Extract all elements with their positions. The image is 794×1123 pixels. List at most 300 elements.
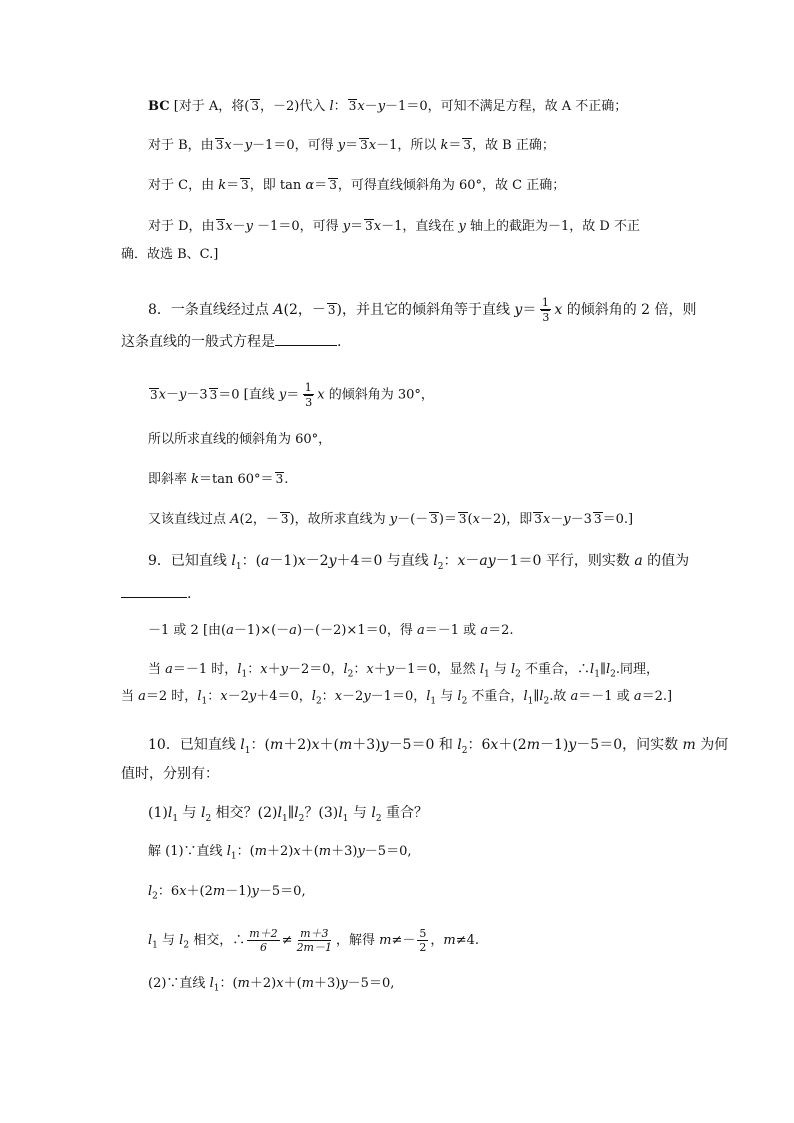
answer-line-1	[148, 99, 627, 115]
var: x	[179, 884, 187, 899]
var: x	[554, 302, 563, 318]
answer-8-line-4	[148, 512, 633, 528]
var: x	[158, 387, 166, 403]
var: x	[368, 138, 377, 153]
var: y	[563, 512, 571, 527]
text: －1 或 2 [由(	[148, 623, 227, 638]
text: ∥	[599, 662, 606, 677]
var: α	[305, 178, 315, 193]
text: 解 (1)∵直线	[148, 844, 227, 859]
var: y	[179, 387, 187, 403]
text: 又该直线过点	[148, 512, 231, 527]
text: ：	[207, 689, 221, 704]
var: x	[220, 689, 228, 704]
text: －2	[305, 553, 329, 569]
text: －5＝0，问实数	[576, 737, 683, 753]
var: a	[570, 689, 579, 704]
text: －2＝0，	[287, 662, 344, 677]
text: ＝0 [直线	[218, 387, 279, 403]
var: m	[526, 737, 540, 753]
var: l	[311, 689, 316, 704]
var: A	[230, 512, 240, 527]
var: A	[273, 302, 284, 318]
text: (2)∵直线	[148, 976, 210, 991]
subscript: 2	[315, 696, 322, 707]
text: ＝	[226, 178, 240, 193]
text: ＋3)	[352, 737, 381, 753]
text: .	[187, 586, 192, 602]
var: l	[231, 553, 236, 569]
subscript: 2	[610, 669, 616, 680]
var: m	[237, 976, 250, 991]
var: x	[542, 512, 551, 527]
var: x	[276, 976, 284, 991]
text: ：	[321, 689, 335, 704]
text: ：(	[241, 553, 262, 569]
text: ，可得直线倾斜角为 60°，故 C 正确；	[337, 178, 566, 193]
var: x	[334, 689, 343, 704]
text: ：	[247, 662, 261, 677]
var: l	[511, 662, 516, 677]
text: ，即 tan	[249, 178, 306, 193]
var: a	[261, 553, 270, 569]
var: m	[318, 844, 332, 859]
text: ：	[353, 662, 367, 677]
answer-9-line-1	[148, 623, 513, 639]
var: y	[340, 976, 348, 991]
text: ：	[443, 553, 458, 569]
var: l	[200, 805, 206, 821]
var: l	[197, 689, 202, 704]
text: ≠4.	[455, 933, 480, 948]
text: －5＝0,	[258, 884, 306, 899]
subscript: 1	[342, 813, 349, 824]
text: ＋2)	[267, 844, 294, 859]
text: .	[284, 472, 289, 487]
text: ＝	[448, 138, 462, 153]
question-9-line-1	[148, 553, 689, 575]
numerator: m＋3	[300, 927, 329, 940]
text: －	[465, 553, 480, 569]
var: m	[443, 933, 456, 948]
subscript: 2	[461, 745, 468, 756]
subscript: 2	[461, 696, 468, 707]
var: y	[568, 737, 577, 753]
var: y	[337, 138, 346, 153]
text: ，	[430, 933, 444, 948]
text: ＝	[286, 387, 300, 403]
sqrt: 3	[150, 387, 158, 402]
text: ∥	[533, 689, 540, 704]
var: a	[226, 623, 234, 638]
var: l	[148, 933, 153, 948]
answer-blank	[121, 585, 187, 598]
var: y	[251, 884, 259, 899]
text: ：	[333, 99, 347, 114]
numerator: 5	[419, 927, 427, 940]
text: 重合？	[381, 805, 429, 821]
var: l	[179, 933, 184, 948]
sqrt: 3	[241, 178, 249, 192]
subscript: 1	[213, 983, 220, 994]
text: －5＝0,	[364, 844, 412, 859]
subscript: 2	[375, 813, 382, 824]
text: ＋(	[300, 844, 319, 859]
var: k	[218, 178, 227, 193]
subscript: 1	[201, 696, 208, 707]
answer-blank	[275, 333, 337, 346]
var: a	[634, 553, 643, 569]
text: 当	[148, 662, 166, 677]
text: 与	[178, 805, 201, 821]
sqrt: 3	[280, 512, 289, 526]
text: ＝	[350, 219, 364, 234]
var: l	[433, 553, 438, 569]
solution-line-1	[148, 844, 411, 865]
text: 与	[436, 689, 458, 704]
answer-8-line-1	[148, 381, 434, 409]
var: l	[294, 805, 299, 821]
text: ：6	[467, 737, 491, 753]
numerator: 1	[304, 381, 312, 394]
answer-line-2	[148, 138, 555, 154]
answer-line-3	[148, 178, 565, 194]
text: ＝	[522, 302, 537, 318]
text: －3	[570, 512, 592, 527]
text: ＋	[373, 662, 387, 677]
var: x	[293, 844, 301, 859]
var: l	[209, 976, 214, 991]
var: l	[237, 662, 242, 677]
sqrt: 3	[275, 472, 284, 486]
text: ＝2.	[488, 623, 514, 638]
denominator	[538, 310, 552, 324]
sqrt: 3	[329, 178, 337, 192]
text: 轴上的截距为－1，故 D 不正	[465, 219, 640, 234]
sqrt: 3	[430, 512, 438, 526]
denominator: 2m－1	[296, 941, 332, 954]
text: ＋3)	[313, 976, 341, 991]
text: ＝－1 或	[424, 623, 481, 638]
text: ＝2.]	[641, 689, 673, 704]
subscript: 1	[594, 669, 600, 680]
text: ＋(	[319, 737, 339, 753]
subscript: 1	[230, 851, 237, 862]
text: ＋3)	[331, 844, 358, 859]
var: m	[301, 976, 314, 991]
text: ：(	[236, 844, 255, 859]
answer-9-line-2	[148, 662, 659, 683]
text: ≠－	[391, 933, 416, 948]
text: －5＝0,	[347, 976, 395, 991]
fraction	[538, 296, 552, 324]
question-9-line-2	[121, 585, 191, 602]
text: (	[467, 512, 473, 527]
text: －2)，即	[479, 512, 533, 527]
text: 与	[489, 662, 511, 677]
var: y	[245, 219, 253, 234]
var: m	[254, 844, 267, 859]
subscript: 1	[527, 696, 534, 707]
var: y	[342, 219, 351, 234]
sqrt: 3	[209, 387, 218, 402]
var: a	[138, 689, 146, 704]
var: x	[457, 553, 466, 569]
solution-line-2	[148, 884, 306, 905]
var: m	[338, 737, 353, 753]
text: －2	[342, 689, 364, 704]
var: x	[260, 662, 268, 677]
subscript: 2	[437, 561, 444, 572]
text: ＋4＝0，	[256, 689, 312, 704]
subscript: 2	[543, 696, 550, 707]
var: l	[277, 805, 282, 821]
var: l	[148, 884, 153, 899]
text: －1＝0 平行，则实数	[495, 553, 635, 569]
text: 8．一条直线经过点	[148, 302, 274, 318]
text: 对于 B，由	[148, 138, 214, 153]
text: 相交？(2)	[211, 805, 278, 821]
denominator: 6	[259, 941, 267, 954]
subscript: 2	[515, 669, 521, 680]
text: 确．故选 B、C.]	[121, 247, 219, 262]
text: －1＝0，	[370, 689, 427, 704]
text: ＝0.]	[602, 512, 634, 527]
text: )－(－2)×1＝0，得	[296, 623, 417, 638]
text: 为何	[695, 737, 729, 753]
sqrt: 3	[305, 396, 313, 409]
var: y	[280, 662, 288, 677]
subscript: 1	[172, 813, 179, 824]
subscript: 1	[152, 940, 158, 951]
text: 与	[348, 805, 372, 821]
var: k	[191, 472, 200, 487]
var: l	[426, 689, 431, 704]
text: －1＝0，可知不满足方程，故 A 不正确；	[385, 99, 628, 114]
subscript: 1	[244, 745, 251, 756]
text: ＝	[345, 138, 359, 153]
subscript: 1	[235, 561, 242, 572]
var: k	[440, 138, 449, 153]
text: .同理，	[615, 662, 660, 677]
sqrt: 3	[593, 512, 602, 526]
text: －1＝0，可得	[252, 138, 338, 153]
text: －	[364, 99, 378, 114]
solution-line-3	[148, 926, 479, 961]
text: ，故 B 正确；	[472, 138, 555, 153]
text: ？(3)	[304, 805, 339, 821]
var: x	[311, 737, 320, 753]
var: l	[167, 805, 173, 821]
text: －1)	[269, 553, 298, 569]
numerator: m＋2	[249, 927, 278, 940]
var: y	[458, 219, 466, 234]
var: l	[329, 99, 334, 114]
var: l	[457, 737, 462, 753]
text: ＝－1 时，	[172, 662, 238, 677]
var: l	[343, 662, 348, 677]
text: 当	[121, 689, 139, 704]
text: ：6	[157, 884, 180, 899]
text: －1，所以	[376, 138, 441, 153]
question-10-line-3	[148, 805, 428, 827]
text: ：(	[219, 976, 238, 991]
question-8-line-2	[121, 333, 341, 350]
fraction	[295, 927, 334, 954]
text: 的倾斜角为 30°，	[324, 387, 434, 403]
text: ＝2 时，	[145, 689, 198, 704]
text: －2	[227, 689, 249, 704]
text: ＝tan 60°＝	[199, 472, 274, 487]
subscript: 2	[205, 813, 212, 824]
question-8-line-1	[148, 296, 697, 324]
text: ＝	[314, 178, 328, 193]
text: ＋2)	[283, 737, 312, 753]
text: ＋	[267, 662, 281, 677]
answer-label: BC	[148, 99, 170, 114]
var: x	[225, 219, 233, 234]
subscript: 1	[430, 696, 437, 707]
text: 对于 D，由	[148, 219, 215, 234]
text: 不重合，∴	[520, 662, 591, 677]
text: －1)	[225, 884, 252, 899]
text: ，解得	[336, 933, 380, 948]
text: 对于 C，由	[148, 178, 219, 193]
sqrt: 3	[463, 138, 472, 152]
text: ＋(2	[498, 737, 527, 753]
text: ∥	[287, 805, 295, 821]
subscript: 1	[281, 813, 288, 824]
var: m	[682, 737, 696, 753]
text: [对于 A，将(	[169, 99, 250, 114]
var: a	[417, 623, 425, 638]
text: ＋2)	[249, 976, 277, 991]
text: 的倾斜角的 2 倍，则	[562, 302, 697, 318]
subscript: 2	[152, 891, 158, 902]
text: ＋4＝0 与直线	[336, 553, 434, 569]
text: )＝	[438, 512, 457, 527]
text: －1＝0，可得	[252, 219, 343, 234]
text: (2，－	[283, 302, 326, 318]
text: .	[337, 334, 342, 350]
var: l	[457, 689, 462, 704]
text: －5＝0 和	[388, 737, 458, 753]
answer-9-line-3	[121, 689, 672, 710]
sqrt: 3	[348, 99, 357, 113]
var: m	[269, 737, 284, 753]
var: y	[248, 689, 257, 704]
text: 9．已知直线	[148, 553, 232, 569]
text: 相交，∴	[189, 933, 246, 948]
text: 的值为	[642, 553, 690, 569]
text: 与	[157, 933, 180, 948]
var: y	[377, 99, 386, 114]
var: x	[472, 512, 480, 527]
text: (2，－	[239, 512, 279, 527]
sqrt: 3	[542, 311, 550, 324]
text: 值时，分别有：	[121, 766, 219, 782]
text: －1＝0，显然	[394, 662, 480, 677]
sqrt: 3	[458, 512, 467, 526]
answer-8-line-3	[148, 472, 288, 488]
var: y	[278, 387, 287, 403]
text: －1)×(－	[233, 623, 290, 638]
var: l	[371, 805, 376, 821]
var: l	[605, 662, 611, 677]
fraction	[301, 381, 315, 409]
var: x	[297, 553, 306, 569]
var: l	[479, 662, 484, 677]
sqrt: 3	[365, 219, 373, 233]
sqrt: 3	[360, 138, 368, 152]
text: －	[231, 138, 245, 153]
var: l	[240, 737, 245, 753]
var: y	[380, 737, 389, 753]
text: 即斜率	[148, 472, 192, 487]
answer-line-5	[121, 247, 218, 263]
text: ，－2)代入	[260, 99, 330, 114]
text: 不重合，	[467, 689, 524, 704]
answer-line-4	[148, 219, 640, 235]
text: ＋(2	[186, 884, 213, 899]
var: l	[338, 805, 343, 821]
subscript: 2	[298, 813, 305, 824]
var: x	[490, 737, 499, 753]
fraction	[247, 927, 279, 954]
question-10-line-2	[121, 766, 219, 782]
var: y	[363, 689, 371, 704]
numerator: 1	[541, 296, 549, 309]
var: x	[224, 138, 232, 153]
text: －1)	[539, 737, 569, 753]
var: l	[590, 662, 595, 677]
solution-line-4	[148, 976, 394, 997]
var: l	[539, 689, 544, 704]
text: －1，直线在	[381, 219, 459, 234]
sqrt: 3	[534, 512, 542, 526]
var: y	[386, 662, 395, 677]
var: a	[165, 662, 173, 677]
subscript: 2	[183, 940, 190, 951]
denominator	[301, 395, 315, 409]
var: m	[379, 933, 392, 948]
text: 所以所求直线的倾斜角为 60°，	[148, 432, 332, 447]
var: x	[366, 662, 374, 677]
text: .故	[549, 689, 571, 704]
sqrt: 3	[215, 138, 224, 152]
subscript: 1	[484, 669, 490, 680]
var: a	[480, 623, 489, 638]
subscript: 2	[347, 669, 354, 680]
var: x	[317, 387, 325, 403]
var: m	[212, 884, 226, 899]
var: l	[523, 689, 528, 704]
var: ay	[479, 553, 496, 569]
answer-8-line-2	[148, 432, 331, 448]
text: )，并且它的倾斜角等于直线	[336, 302, 515, 318]
sqrt: 3	[216, 219, 225, 233]
var: l	[226, 844, 231, 859]
subscript: 1	[241, 669, 248, 680]
text: ≠	[281, 933, 293, 948]
text: ＋(	[283, 976, 302, 991]
text: －	[550, 512, 564, 527]
var: y	[357, 844, 365, 859]
text: 10．已知直线	[148, 737, 241, 753]
text: ＝－1 或	[578, 689, 634, 704]
text: －(－	[397, 512, 429, 527]
var: y	[244, 138, 253, 153]
